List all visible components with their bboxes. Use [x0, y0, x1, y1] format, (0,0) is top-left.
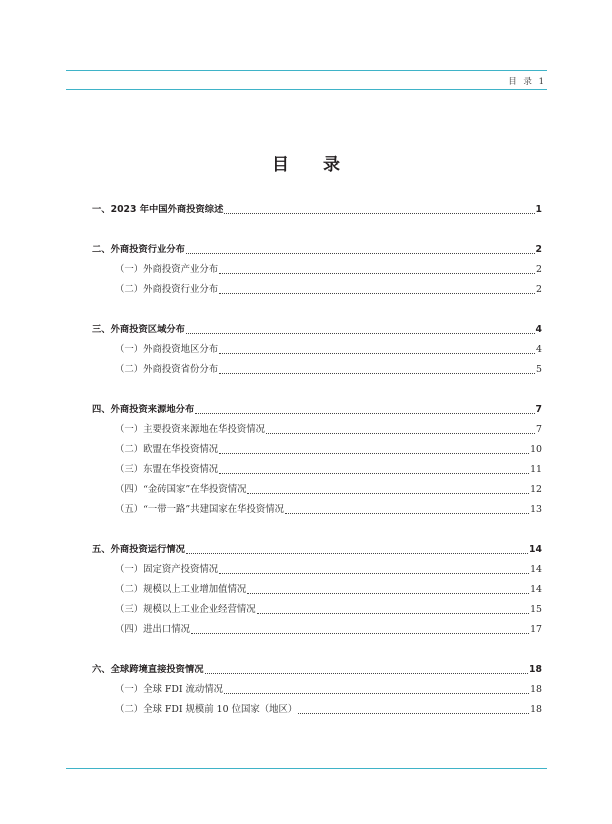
toc-entry-label: （三）规模以上工业企业经营情况 [115, 604, 256, 615]
toc-section-entry[interactable] [115, 423, 542, 437]
toc-entry-label: 五、外商投资运行情况 [92, 544, 185, 555]
header-rule-bottom [66, 89, 547, 90]
toc-leader-dots [219, 443, 529, 454]
toc-chapter-entry[interactable] [92, 243, 542, 257]
toc-leader-dots [186, 243, 535, 254]
toc-page-number: 12 [530, 484, 542, 495]
toc-leader-dots [186, 543, 528, 554]
toc-entry-label: （一）全球 FDI 流动情况 [115, 684, 224, 695]
toc-section-entry[interactable] [115, 503, 542, 517]
toc-section-entry[interactable] [115, 443, 542, 457]
toc-section-entry[interactable] [115, 263, 542, 277]
toc-page-number: 10 [530, 444, 542, 455]
toc-leader-dots [219, 343, 535, 354]
toc-chapter-entry[interactable] [92, 403, 542, 417]
toc-section-entry[interactable] [115, 583, 542, 597]
toc-entry-label: 二、外商投资行业分布 [92, 244, 185, 255]
toc-section-entry[interactable] [115, 463, 542, 477]
toc-page-number: 5 [536, 364, 542, 375]
toc-page-number: 14 [530, 584, 542, 595]
toc-section-entry[interactable] [115, 363, 542, 377]
toc-entry-label: （一）主要投资来源地在华投资情况 [115, 424, 266, 435]
toc-page-number: 18 [529, 664, 542, 675]
toc-leader-dots [195, 403, 534, 414]
toc-page-number: 2 [536, 284, 542, 295]
toc-entry-label: （一）外商投资产业分布 [115, 264, 219, 275]
toc-page-number: 4 [536, 344, 542, 355]
toc-entry-label: （二）全球 FDI 规模前 10 位国家（地区） [115, 704, 298, 715]
toc-section-entry[interactable] [115, 283, 542, 297]
toc-leader-dots [247, 483, 529, 494]
toc-entry-label: （一）固定资产投资情况 [115, 564, 219, 575]
toc-entry-label: 六、全球跨境直接投资情况 [92, 664, 204, 675]
toc-section-entry[interactable] [115, 683, 542, 697]
toc-chapter-entry[interactable] [92, 323, 542, 337]
toc-leader-dots [266, 423, 535, 434]
toc-entry-label: （四）进出口情况 [115, 624, 191, 635]
toc-entry-label: （二）外商投资行业分布 [115, 284, 219, 295]
toc-page-number: 13 [530, 504, 542, 515]
toc-page-number: 11 [530, 464, 542, 475]
toc-entry-label: （四）“金砖国家”在华投资情况 [115, 484, 247, 495]
toc-page-number: 2 [535, 244, 542, 255]
toc-entry-label: （三）东盟在华投资情况 [115, 464, 219, 475]
toc-entry-label: （一）外商投资地区分布 [115, 344, 219, 355]
toc-entry-label: （二）规模以上工业增加值情况 [115, 584, 247, 595]
toc-leader-dots [191, 623, 529, 634]
page-title: 目 录 [272, 155, 354, 175]
toc-entry-label: 三、外商投资区域分布 [92, 324, 185, 335]
toc-entry-label: （二）欧盟在华投资情况 [115, 444, 219, 455]
toc-chapter-entry[interactable] [92, 543, 542, 557]
toc-section-entry[interactable] [115, 343, 542, 357]
toc-section-entry[interactable] [115, 623, 542, 637]
toc-entry-label: 四、外商投资来源地分布 [92, 404, 195, 415]
toc-entry-label: 一、2023 年中国外商投资综述 [92, 204, 224, 215]
toc-leader-dots [298, 703, 529, 714]
toc-entry-label: （二）外商投资省份分布 [115, 364, 219, 375]
header-rule-top [66, 70, 547, 71]
toc-page-number: 17 [530, 624, 542, 635]
toc-page-number: 14 [530, 564, 542, 575]
toc-page-number: 2 [536, 264, 542, 275]
toc-page-number: 7 [535, 404, 542, 415]
toc-leader-dots [219, 263, 535, 274]
toc-entry-label: （五）“一带一路”共建国家在华投资情况 [115, 504, 284, 515]
running-head: 目 录 1 [508, 77, 546, 87]
toc-page-number: 7 [536, 424, 542, 435]
toc-leader-dots [205, 663, 528, 674]
toc-page-number: 1 [535, 204, 542, 215]
toc-page-number: 15 [530, 604, 542, 615]
toc-leader-dots [224, 683, 529, 694]
toc-section-entry[interactable] [115, 603, 542, 617]
toc-leader-dots [186, 323, 535, 334]
toc-section-entry[interactable] [115, 703, 542, 717]
toc-chapter-entry[interactable] [92, 663, 542, 677]
toc-section-entry[interactable] [115, 563, 542, 577]
toc-leader-dots [219, 563, 529, 574]
toc-leader-dots [219, 463, 529, 474]
toc-leader-dots [219, 283, 535, 294]
toc-chapter-entry[interactable] [92, 203, 542, 217]
toc-leader-dots [247, 583, 529, 594]
toc-page-number: 14 [529, 544, 542, 555]
toc-page-number: 18 [530, 684, 542, 695]
toc-leader-dots [285, 503, 529, 514]
toc-section-entry[interactable] [115, 483, 542, 497]
toc-leader-dots [219, 363, 535, 374]
footer-rule [66, 768, 547, 769]
toc-page-number: 4 [535, 324, 542, 335]
toc-page-number: 18 [530, 704, 542, 715]
toc-leader-dots [257, 603, 529, 614]
toc-leader-dots [224, 203, 534, 214]
